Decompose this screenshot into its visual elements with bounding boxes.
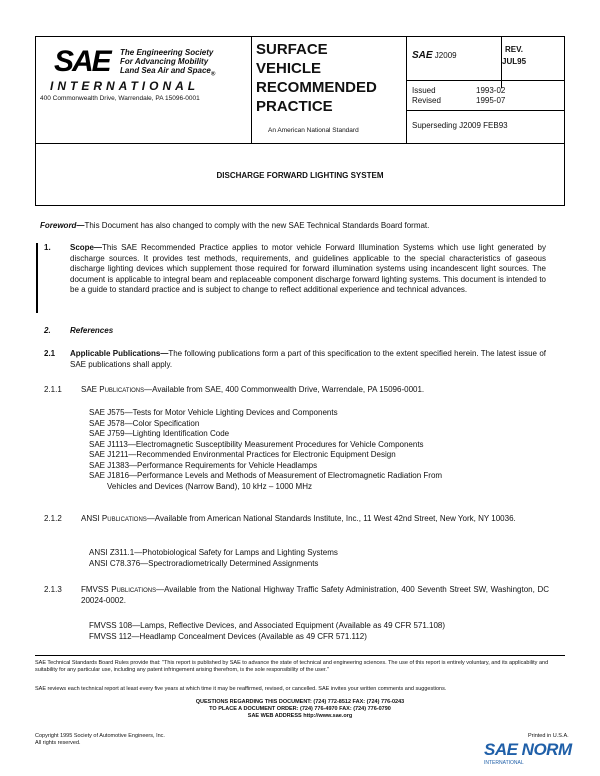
contact-info: QUESTIONS REGARDING THIS DOCUMENT: (724) 772-8512 FAX: (724) 776-0243 TO PLACE A DOCUMENT ORDER: (724) 776-4970 FAX: (724) 776-0790 SAE WEB ADDRESS http://www.sae.org xyxy=(195,699,405,719)
review-note: SAE reviews each technical report at least every five years at which time it may be reaffirmed, revised, or cancelled. SAE invites your written comments and suggestions. xyxy=(35,686,447,692)
footer-rule xyxy=(35,655,565,656)
fmvss-reference-list xyxy=(89,621,549,642)
society-tagline: The Engineering Society For Advancing Mobility Land Sea Air and Space$_®$ xyxy=(120,48,216,78)
list-item: ANSI C78.376—Spectroradiometrically Determined Assignments xyxy=(89,558,319,568)
ansi-reference-list xyxy=(89,548,549,569)
revision-block: REV. JUL95 xyxy=(502,45,527,66)
header-rule xyxy=(406,110,565,111)
sae-address: 400 Commonwealth Drive, Warrendale, PA 15096-0001 xyxy=(40,95,200,102)
list-item: SAE J1113—Electromagnetic Susceptibility Measurement Procedures for Vehicle Components xyxy=(89,439,424,449)
standard-note: An American National Standard xyxy=(268,127,359,134)
sae-reference-list xyxy=(89,408,549,492)
revised-label: Revised xyxy=(412,96,441,105)
sae-pubs-number: 2.1.1 xyxy=(44,385,62,394)
ansi-publications: ANSI Publications—Available from American National Standards Institute, Inc., 11 West 42nd Street, New York, NY 10036. xyxy=(81,514,516,523)
issued-value: 1993-02 xyxy=(476,86,506,95)
international-label: INTERNATIONAL xyxy=(50,79,200,93)
list-item: Vehicles and Devices (Narrow Band), 10 kHz – 1000 MHz xyxy=(107,481,312,491)
sae-publications: SAE Publications—Available from SAE, 400 Commonwealth Drive, Warrendale, PA 15096-0001. xyxy=(81,385,425,394)
ansi-pubs-number: 2.1.2 xyxy=(44,514,62,523)
superseding-note: Superseding J2009 FEB93 xyxy=(412,121,508,130)
document-type: SURFACE VEHICLE RECOMMENDED PRACTICE xyxy=(256,41,377,115)
references-heading: References xyxy=(70,326,114,335)
fmvss-pubs-number: 2.1.3 xyxy=(44,585,62,594)
fmvss-publications: FMVSS Publications—Available from the National Highway Traffic Safety Administration, 400 Seventh Street SW, Washington, DC 20024-0002. xyxy=(81,585,549,605)
list-item: SAE J1816—Performance Levels and Methods of Measurement of Electromagnetic Radiation From xyxy=(89,471,443,480)
list-item: SAE J1211—Recommended Environmental Practices for Electronic Equipment Design xyxy=(89,450,396,459)
sae-norm-stamp-sub: INTERNATIONAL xyxy=(484,760,524,766)
document-title: DISCHARGE FORWARD LIGHTING SYSTEM xyxy=(216,171,384,180)
issued-label: Issued xyxy=(412,86,436,95)
revision-bar xyxy=(36,243,38,313)
applicable-publications: Applicable Publications—The following publications form a part of this specification to the extent specified herein. The latest issue of SAE publications shall apply. xyxy=(70,349,546,369)
printed-note: Printed in U.S.A. xyxy=(528,733,569,739)
tsb-note: SAE Technical Standards Board Rules provide that: "This report is published by SAE to advance the state of technical and engineering sciences. The use of this report is entirely voluntary, and its applicability and suitability for any particular use, including any patent infringement arising therefrom, is the sole responsibility of the user." xyxy=(35,660,549,673)
list-item: ANSI Z311.1—Photobiological Safety for Lamps and Lighting Systems xyxy=(89,548,338,557)
list-item: SAE J1383—Performance Requirements for Vehicle Headlamps xyxy=(89,460,318,470)
references-number: 2. xyxy=(44,326,51,335)
list-item: SAE J578—Color Specification xyxy=(89,418,200,428)
copyright: Copyright 1995 Society of Automotive Engineers, Inc. All rights reserved. xyxy=(35,733,165,746)
scope-number: 1. xyxy=(44,243,51,252)
applicable-number: 2.1 xyxy=(44,349,56,358)
scope-section: Scope—This SAE Recommended Practice applies to motor vehicle Forward Illumination Systems which use light generated by discharge sources. It provides test methods, requirements, and guidelines applicable to the special characteristics of gaseous discharge lighting devices which supplement those required for forward illumination systems using incandescent light sources. The document is applicable to integral beam and replaceable component discharge forward lighting systems. This document is intended to be a guide to standard practice and is subject to change to reflect additional experience and technical advances. xyxy=(70,243,546,294)
document-number: SAE J2009 xyxy=(412,50,457,61)
sae-norm-stamp: SAE NORM xyxy=(484,740,572,759)
list-item: SAE J759—Lighting Identification Code xyxy=(89,429,230,438)
revised-value: 1995-07 xyxy=(476,96,506,105)
foreword: Foreword—This Document has also changed to comply with the new SAE Technical Standards Board format. xyxy=(40,221,430,230)
list-item: FMVSS 108—Lamps, Reflective Devices, and Associated Equipment (Available as 49 CFR 571.108) xyxy=(89,621,446,630)
list-item: SAE J575—Tests for Motor Vehicle Lighting Devices and Components xyxy=(89,408,338,417)
list-item: FMVSS 112—Headlamp Concealment Devices (Available as 49 CFR 571.112) xyxy=(89,631,367,641)
header-divider xyxy=(406,37,407,143)
sae-logo: SAE xyxy=(54,45,110,78)
header-rule xyxy=(406,80,565,81)
